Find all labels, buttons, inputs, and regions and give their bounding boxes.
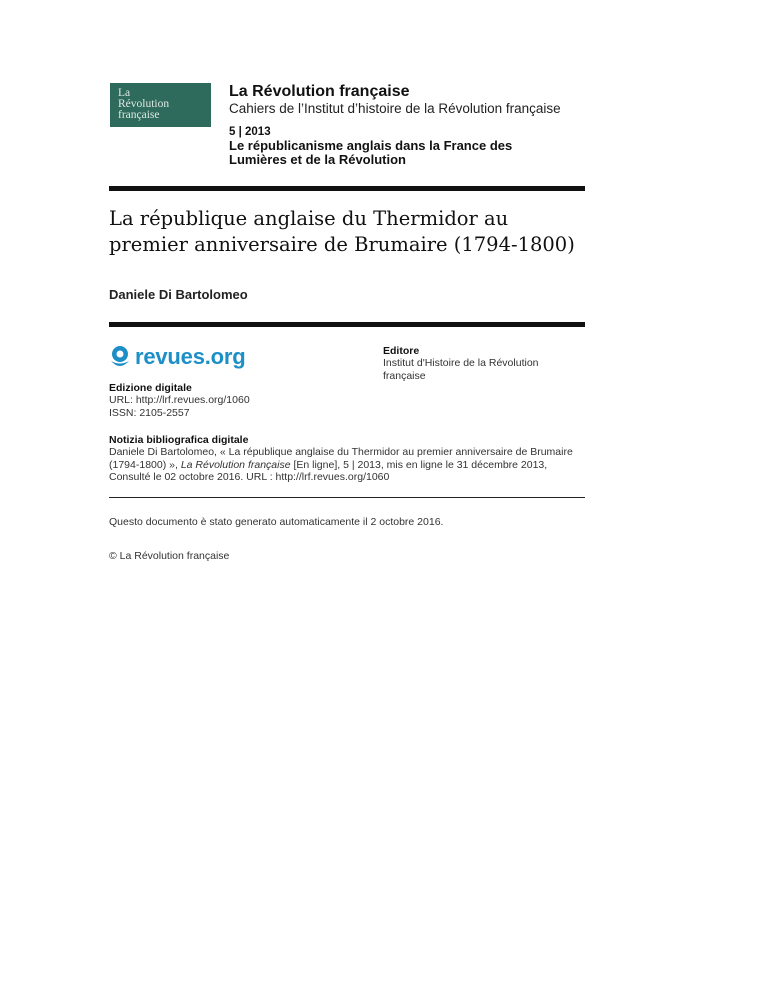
bottom-divider <box>109 497 585 498</box>
citation-text <box>109 446 585 484</box>
top-divider <box>109 186 585 191</box>
copyright-note: © La Révolution française <box>109 550 230 562</box>
digital-edition-issn: ISSN: 2105-2557 <box>109 406 190 419</box>
citation-part-2: [En ligne], 5 | 2013, mis en ligne le 31 décembre 2013, Consulté le 02 octobre 2016. URL : http://lrf.revues.org/1060 <box>109 458 548 483</box>
journal-subtitle: Cahiers de l’Institut d’histoire de la Révolution française <box>229 101 561 116</box>
journal-title: La Révolution française <box>229 83 410 100</box>
revues-leaf-icon <box>109 345 131 369</box>
citation-part-1: Daniele Di Bartolomeo, « La république anglaise du Thermidor au premier anniversaire de Brumaire (1794-1800) », <box>109 446 573 471</box>
generated-note: Questo documento è stato generato automaticamente il 2 octobre 2016. <box>109 516 444 528</box>
journal-logo <box>110 83 211 127</box>
citation-label: Notizia bibliografica digitale <box>109 434 249 446</box>
revues-logo-text: revues.org <box>135 344 246 369</box>
publisher-block <box>383 345 583 382</box>
article-title: La république anglaise du Thermidor au premier anniversaire de Brumaire (1794-1800) <box>109 207 575 256</box>
logo-line-3: française <box>118 109 160 121</box>
logo-line-2: Révolution <box>118 98 170 110</box>
digital-edition-block <box>109 382 409 419</box>
issue-number: 5 | 2013 <box>229 126 271 138</box>
revues-logo[interactable] <box>109 344 246 370</box>
digital-edition-url[interactable]: URL: http://lrf.revues.org/1060 <box>109 394 250 406</box>
citation-block <box>109 434 585 484</box>
article-author: Daniele Di Bartolomeo <box>109 287 248 302</box>
issue-title: Le républicanisme anglais dans la France des Lumières et de la Révolution <box>229 138 513 167</box>
citation-journal: La Révolution française <box>180 458 291 471</box>
middle-divider <box>109 322 585 327</box>
digital-edition-label: Edizione digitale <box>109 382 192 394</box>
publisher-name: Institut d'Histoire de la Révolution française <box>383 357 539 382</box>
publisher-label: Editore <box>383 345 420 357</box>
logo-line-1: La <box>118 87 131 99</box>
